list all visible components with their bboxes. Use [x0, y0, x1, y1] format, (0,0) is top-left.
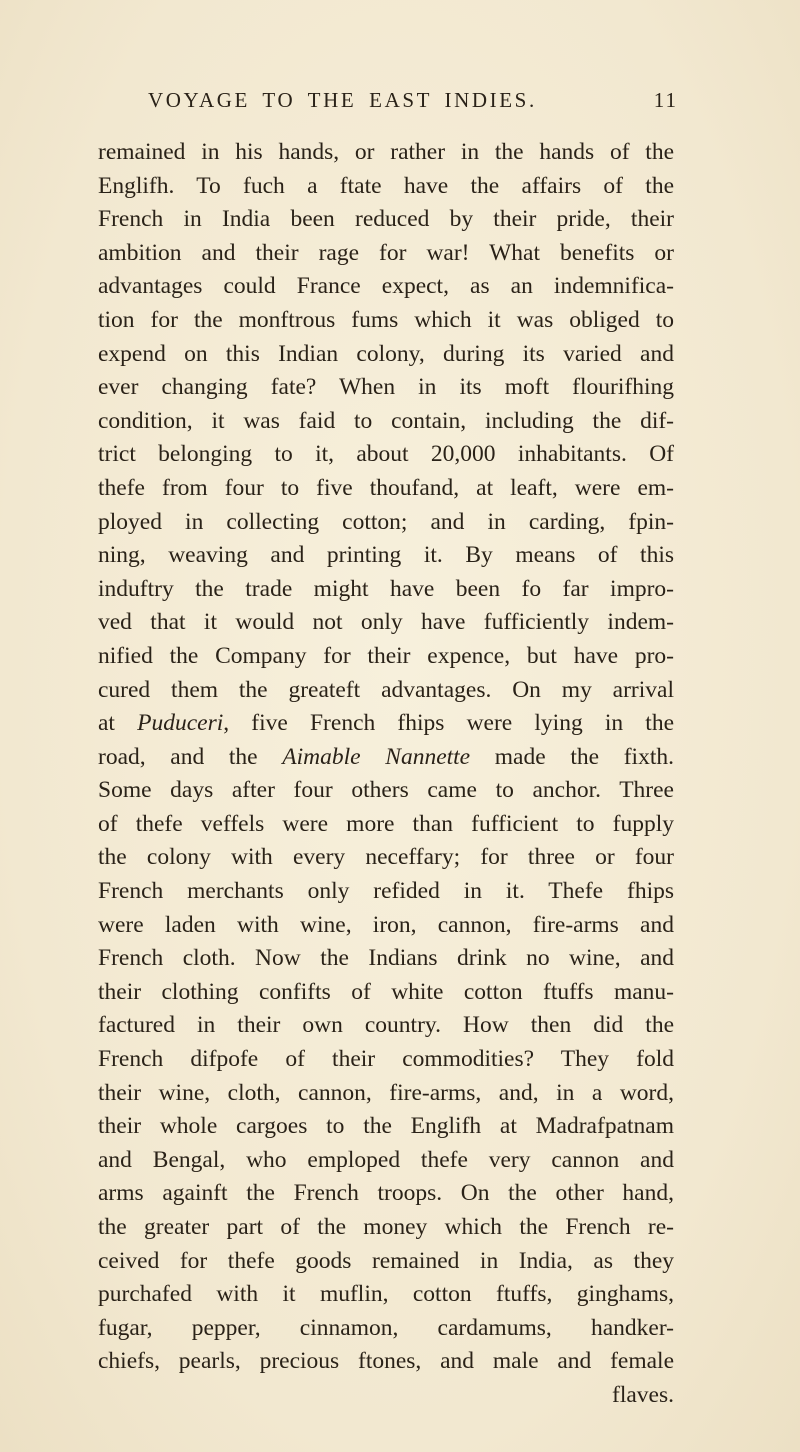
text-line: thefe from four to five thoufand, at leaft, were em-	[98, 474, 674, 501]
text-line: induftry the trade might have been fo far impro-	[98, 575, 674, 602]
text-line: expend on this Indian colony, during its varied and	[98, 340, 674, 367]
text-line: and Bengal, who emploped thefe very cannon and	[98, 1146, 674, 1173]
text-line: arms againft the French troops. On the other hand,	[98, 1180, 674, 1207]
text-fragment: road, and the	[98, 743, 283, 770]
text-fragment: made the fixth.	[470, 743, 674, 770]
text-line: ceived for thefe goods remained in India, as they	[98, 1247, 674, 1274]
text-line: Englifh. To fuch a ftate have the affairs of the	[98, 172, 674, 199]
text-line: the greater part of the money which the French re-	[98, 1214, 674, 1240]
text-line: French cloth. Now the Indians drink no wine, and	[98, 945, 674, 972]
text-line: French merchants only refided in it. Thefe fhips	[98, 878, 674, 905]
text-line: condition, it was faid to contain, including the dif-	[98, 407, 674, 434]
text-line	[98, 741, 674, 775]
text-line	[98, 707, 674, 741]
text-line: ved that it would not only have fufficiently indem-	[98, 609, 674, 636]
text-line: ployed in collecting cotton; and in carding, fpin-	[98, 508, 674, 535]
text-fragment: at	[98, 710, 138, 737]
text-line: ambition and their rage for war! What benefits or	[98, 239, 674, 266]
text-line: their clothing confifts of white cotton ftuffs manu-	[98, 978, 674, 1005]
text-line: cured them the greateft advantages. On my arrival	[98, 676, 674, 703]
text-line: their wine, cloth, cannon, fire-arms, and, in a word,	[98, 1079, 674, 1106]
body-text	[98, 136, 674, 1413]
text-line: French difpofe of their commodities? They fold	[98, 1046, 674, 1073]
text-line: chiefs, pearls, precious ftones, and male and female	[98, 1348, 674, 1375]
text-line: advantages could France expect, as an indemnifica-	[98, 273, 674, 300]
text-line: ning, weaving and printing it. By means of this	[98, 542, 674, 569]
text-line: factured in their own country. How then did the	[98, 1012, 674, 1039]
text-line: fugar, pepper, cinnamon, cardamums, handker-	[98, 1314, 674, 1341]
text-line: the colony with every neceffary; for three or four	[98, 844, 674, 871]
text-line: their whole cargoes to the Englifh at Madrafpatnam	[98, 1113, 674, 1140]
page-number: 11	[653, 88, 678, 112]
text-line: trict belonging to it, about 20,000 inhabitants. Of	[98, 441, 674, 468]
text-line: nified the Company for their expence, but have pro-	[98, 642, 674, 669]
text-fragment: , five French fhips were lying in the	[223, 710, 674, 737]
text-line: tion for the monftrous fums which it was obliged to	[98, 306, 674, 333]
ship-name: Aimable Nannette	[282, 743, 471, 770]
text-line: were laden with wine, iron, cannon, fire-arms and	[98, 911, 674, 938]
text-line: French in India been reduced by their pride, their	[98, 206, 674, 233]
running-title: VOYAGE TO THE EAST INDIES.	[148, 88, 537, 112]
text-line: ever changing fate? When in its moft flourifhing	[98, 374, 674, 401]
text-line: Some days after four others came to anchor. Three	[98, 777, 674, 804]
text-line: remained in his hands, or rather in the hands of the	[98, 139, 674, 165]
running-head	[118, 88, 678, 118]
text-line: of thefe veffels were more than fufficient to fupply	[98, 810, 674, 837]
place-name: Puduceri	[137, 710, 224, 737]
text-line: purchafed with it muflin, cotton ftuffs, ginghams,	[98, 1281, 674, 1308]
catchword: flaves.	[612, 1381, 674, 1408]
